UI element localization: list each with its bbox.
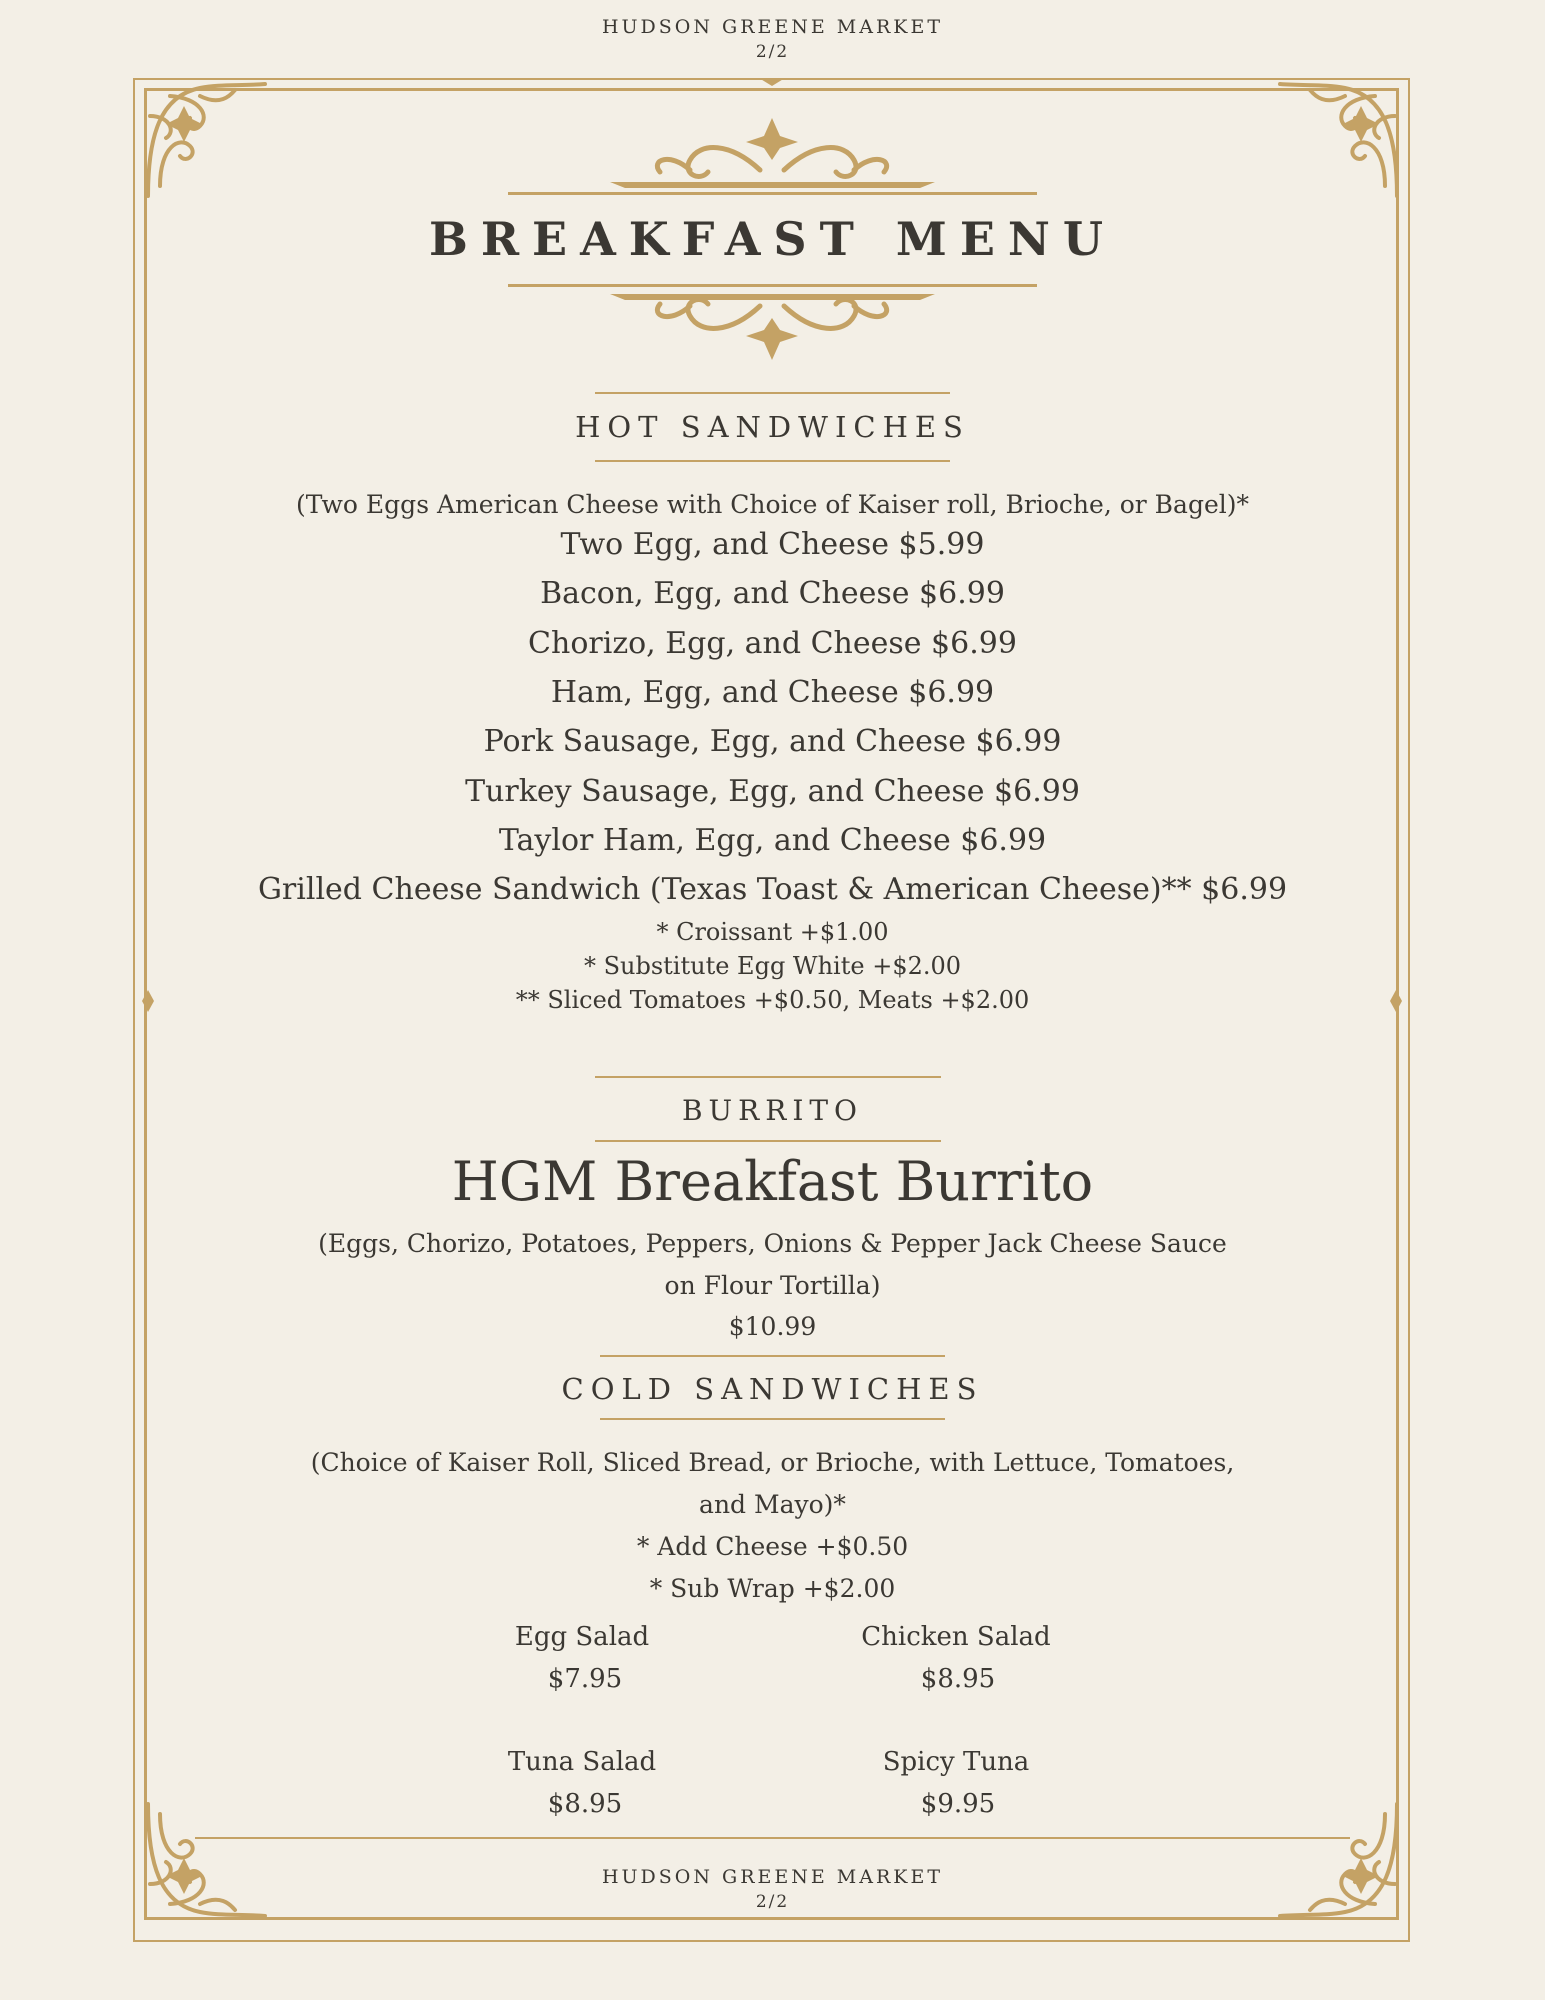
menu-item: Taylor Ham, Egg, and Cheese $6.99 bbox=[498, 823, 1047, 858]
cold-sandwiches-rule-bottom bbox=[600, 1418, 945, 1420]
menu-note: ** Sliced Tomatoes +$0.50, Meats +$2.00 bbox=[515, 986, 1030, 1014]
cold-item-name: Tuna Salad bbox=[507, 1747, 657, 1777]
hot-sandwiches-description: (Two Eggs American Cheese with Choice of Kaiser roll, Brioche, or Bagel)* bbox=[296, 490, 1249, 519]
burrito-heading: BURRITO bbox=[681, 1094, 864, 1127]
footer-page-number: 2/2 bbox=[755, 1892, 790, 1912]
header-page-number: 2/2 bbox=[755, 42, 790, 62]
menu-note: * Croissant +$1.00 bbox=[656, 918, 889, 946]
cold-sandwiches-rule-top bbox=[600, 1355, 945, 1357]
cold-item-price: $8.95 bbox=[920, 1664, 996, 1694]
burrito-price: $10.99 bbox=[728, 1312, 817, 1341]
cold-item-name: Spicy Tuna bbox=[882, 1747, 1030, 1777]
hot-sandwiches-rule-top bbox=[595, 392, 950, 394]
burrito-description-line2: on Flour Tortilla) bbox=[664, 1271, 881, 1300]
hot-sandwiches-rule-bottom bbox=[595, 460, 950, 462]
hot-sandwiches-heading: HOT SANDWICHES bbox=[575, 410, 970, 444]
footer-divider bbox=[195, 1837, 1350, 1839]
cold-item-price: $7.95 bbox=[547, 1664, 623, 1694]
burrito-rule-top bbox=[595, 1076, 941, 1078]
cold-item-name: Egg Salad bbox=[514, 1622, 650, 1652]
burrito-name: HGM Breakfast Burrito bbox=[451, 1150, 1094, 1213]
cold-sandwiches-description-line2: and Mayo)* bbox=[699, 1490, 846, 1519]
cold-item-name: Chicken Salad bbox=[861, 1622, 1051, 1652]
title-flourish-top-icon bbox=[500, 112, 1045, 197]
menu-title: BREAKFAST MENU bbox=[428, 212, 1117, 266]
menu-item: Two Egg, and Cheese $5.99 bbox=[560, 527, 985, 562]
menu-note: * Sub Wrap +$2.00 bbox=[649, 1574, 896, 1603]
title-flourish-bottom-icon bbox=[500, 282, 1045, 362]
burrito-description-line1: (Eggs, Chorizo, Potatoes, Peppers, Onions & Pepper Jack Cheese Sauce bbox=[318, 1229, 1227, 1258]
menu-item: Chorizo, Egg, and Cheese $6.99 bbox=[528, 626, 1017, 661]
menu-item: Pork Sausage, Egg, and Cheese $6.99 bbox=[483, 724, 1062, 759]
frame-notch-top bbox=[759, 78, 785, 88]
cold-sandwiches-description-line1: (Choice of Kaiser Roll, Sliced Bread, or Brioche, with Lettuce, Tomatoes, bbox=[310, 1448, 1235, 1477]
burrito-rule-bottom bbox=[595, 1140, 941, 1142]
corner-ornament-top-right-icon bbox=[1275, 76, 1405, 206]
header-store-name: HUDSON GREENE MARKET bbox=[601, 16, 944, 38]
menu-item: Ham, Egg, and Cheese $6.99 bbox=[550, 675, 995, 710]
menu-note: * Add Cheese +$0.50 bbox=[636, 1532, 909, 1561]
footer-store-name: HUDSON GREENE MARKET bbox=[601, 1866, 944, 1888]
corner-ornament-top-left-icon bbox=[140, 76, 270, 206]
cold-item-price: $9.95 bbox=[920, 1789, 996, 1819]
menu-item: Bacon, Egg, and Cheese $6.99 bbox=[540, 576, 1005, 611]
menu-item: Grilled Cheese Sandwich (Texas Toast & American Cheese)** $6.99 bbox=[257, 872, 1288, 907]
cold-item-price: $8.95 bbox=[547, 1789, 623, 1819]
menu-item: Turkey Sausage, Egg, and Cheese $6.99 bbox=[465, 774, 1080, 809]
cold-sandwiches-heading: COLD SANDWICHES bbox=[561, 1372, 984, 1406]
menu-note: * Substitute Egg White +$2.00 bbox=[583, 952, 962, 980]
